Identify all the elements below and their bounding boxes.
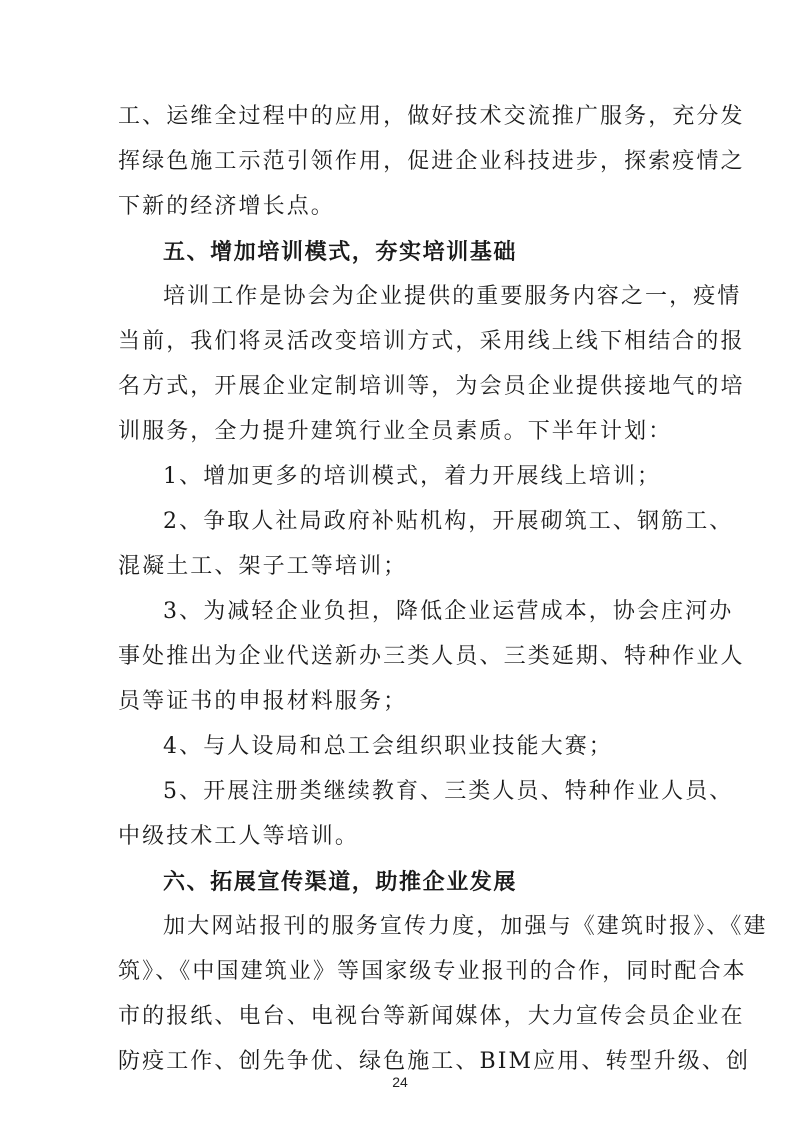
text-line: 下新的经济增长点。 (118, 194, 335, 219)
page-number: 24 (392, 1074, 408, 1090)
text-line: 员等证书的申报材料服务； (118, 689, 408, 714)
list-item: 5、开展注册类继续教育、三类人员、特种作业人员、 (163, 779, 734, 804)
text-line: 事处推出为企业代送新办三类人员、三类延期、特种作业人 (118, 644, 745, 669)
list-item: 3、为减轻企业负担，降低企业运营成本，协会庄河办 (163, 599, 734, 624)
text-line: 当前，我们将灵活改变培训方式，采用线上线下相结合的报 (118, 329, 745, 354)
list-item: 1、增加更多的培训模式，着力开展线上培训； (163, 464, 662, 489)
list-item: 4、与人设局和总工会组织职业技能大赛； (163, 734, 613, 759)
section-heading: 五、增加培训模式，夯实培训基础 (163, 239, 518, 265)
text-line: 筑》、《中国建筑业》等国家级专业报刊的合作，同时配合本 (118, 959, 747, 984)
text-line: 防疫工作、创先争优、绿色施工、BIM应用、转型升级、创 (118, 1049, 751, 1074)
text-line: 混凝土工、架子工等培训； (118, 554, 408, 579)
text-line: 加大网站报刊的服务宣传力度，加强与《建筑时报》、《建 (163, 914, 768, 939)
text-line: 训服务，全力提升建筑行业全员素质。下半年计划： (118, 419, 673, 444)
text-line: 中级技术工人等培训。 (118, 824, 360, 849)
text-line: 工、运维全过程中的应用，做好技术交流推广服务，充分发 (118, 104, 745, 129)
text-line: 培训工作是协会为企业提供的重要服务内容之一，疫情 (163, 284, 742, 309)
text-line: 挥绿色施工示范引领作用，促进企业科技进步，探索疫情之 (118, 149, 745, 174)
section-heading: 六、拓展宣传渠道，助推企业发展 (163, 869, 518, 895)
list-item: 2、争取人社局政府补贴机构，开展砌筑工、钢筋工、 (163, 509, 734, 534)
text-line: 名方式，开展企业定制培训等，为会员企业提供接地气的培 (118, 374, 745, 399)
text-line: 市的报纸、电台、电视台等新闻媒体，大力宣传会员企业在 (118, 1004, 745, 1029)
